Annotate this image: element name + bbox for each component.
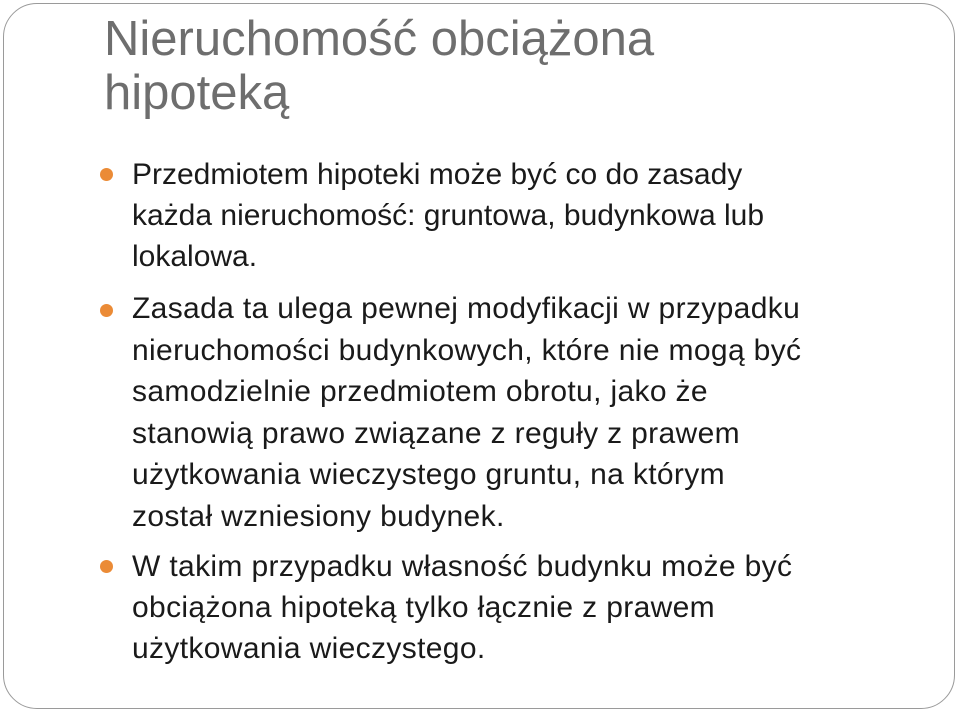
bullet-line: został wzniesiony budynek. (132, 499, 505, 533)
bullet-line: Zasada ta ulega pewnej modyfikacji w przypadku (132, 292, 801, 325)
title-line: Nieruchomość obciążona (104, 12, 655, 66)
bullet-list (132, 154, 932, 669)
bullet-line: nieruchomości budynkowych, które nie mogą być (132, 333, 802, 367)
bullet-line: użytkowania wieczystego. (132, 632, 486, 666)
bullet-line: użytkowania wieczystego gruntu, na którym (132, 458, 725, 492)
bullet-line: obciążona hipoteką tylko łącznie z prawem (132, 590, 715, 624)
bullet-item (132, 288, 932, 538)
bullet-line: każda nieruchomość: gruntowa, budynkowa lub (132, 199, 765, 232)
bullet-line: samodzielnie przedmiotem obrotu, jako że (132, 375, 708, 409)
bullet-dot-icon (100, 560, 113, 573)
bullet-line: stanowią prawo związane z reguły z prawem (132, 416, 740, 450)
slide-title (104, 12, 654, 120)
bullet-dot-icon (100, 168, 113, 181)
bullet-line: W takim przypadku własność budynku może być (132, 549, 793, 583)
bullet-item (132, 154, 932, 277)
bullet-line: lokalowa. (132, 240, 258, 273)
title-line: hipoteką (104, 66, 290, 120)
bullet-line: Przedmiotem hipoteki może być co do zasady (132, 158, 743, 191)
bullet-item (132, 546, 932, 670)
bullet-dot-icon (100, 304, 113, 317)
